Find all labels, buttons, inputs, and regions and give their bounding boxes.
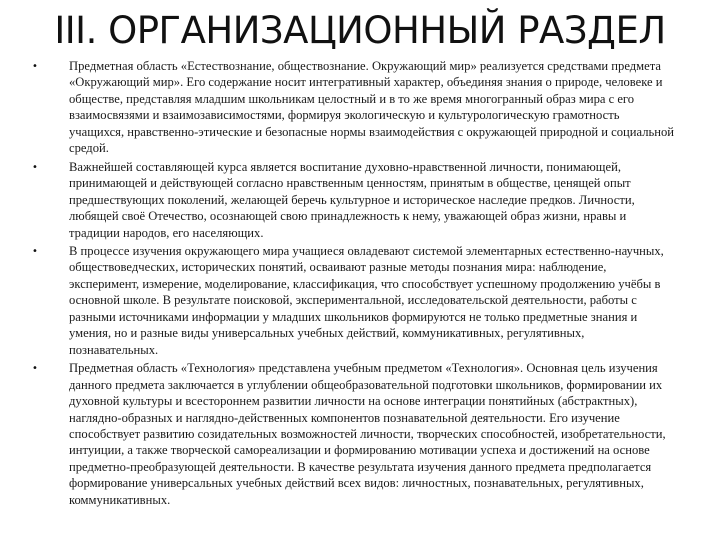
bullet-dot-icon: • [32, 363, 38, 375]
bullet-item [0, 243, 720, 358]
bullet-text: В процессе изучения окружающего мира учащиеся овладевают системой элементарных естественно-научных, обществоведческих, исторических понятий, осваивают разные методы познания мира: наблюдение, эксперимент, измерение, моделирование, классификация, что способствует успешному продолжению учёбы в основной школе. В результате поисковой, экспериментальной, исследовательской деятельности, работы с разными источниками информации у младших школьников формируются не только предметные знания и умения, но и разные виды универсальных учебных действий, коммуникативных, регулятивных, познавательных. [69, 243, 664, 357]
bullet-dot-icon: • [32, 61, 38, 72]
bullet-text: Важнейшей составляющей курса является воспитание духовно-нравственной личности, понимающей, принимающей и действующей согласно нравственным ценностям, принятым в обществе, ценящей опыт предшествующих поколений, желающей беречь культурное и историческое наследие предков. Личности, любящей своё Отечество, осознающей свою принадлежность к нему, уважающей образ жизни, нравы и традиции народов, его населяющих. [69, 159, 635, 240]
bullet-item [0, 360, 720, 508]
bullet-list [0, 58, 720, 510]
bullet-item [0, 159, 720, 241]
bullet-item [0, 58, 720, 157]
bullet-text: Предметная область «Естествознание, обществознание. Окружающий мир» реализуется средствами предмета «Окружающий мир». Его содержание носит интегративный характер, объединяя знания о природе, человеке и обществе, представляя младшим школьникам целостный и в то же время многогранный образ мира с его взаимосвязями и взаимозависимостями, формируя экологическую и культурологическую грамотность учащихся, нравственно-этические и безопасные нормы взаимодействия с окружающей природной и социальной средой. [69, 59, 675, 156]
bullet-text: Предметная область «Технология» представлена учебным предметом «Технология». Основная цель изучения данного предмета заключается в углублении общеобразовательной подготовки школьников, формировании их духовной культуры и всестороннем развитии личности на основе интеграции понятийных (абстрактных), наглядно-образных и наглядно-действенных компонентов познавательной деятельности. Его изучение способствует развитию созидательных возможностей личности, творческих способностей, изобретательности, интуиции, а также творческой самореализации и формированию мотивации успеха и достижений на основе предметно-преобразующей деятельности. В качестве результата изучения данного предмета предполагается формирование универсальных учебных действий всех видов: личностных, познавательных, регулятивных, коммуникативных. [69, 361, 666, 507]
slide-title: III. ОРГАНИЗАЦИОННЫЙ РАЗДЕЛ [54, 9, 666, 52]
bullet-dot-icon: • [32, 245, 38, 257]
bullet-dot-icon: • [32, 161, 38, 173]
